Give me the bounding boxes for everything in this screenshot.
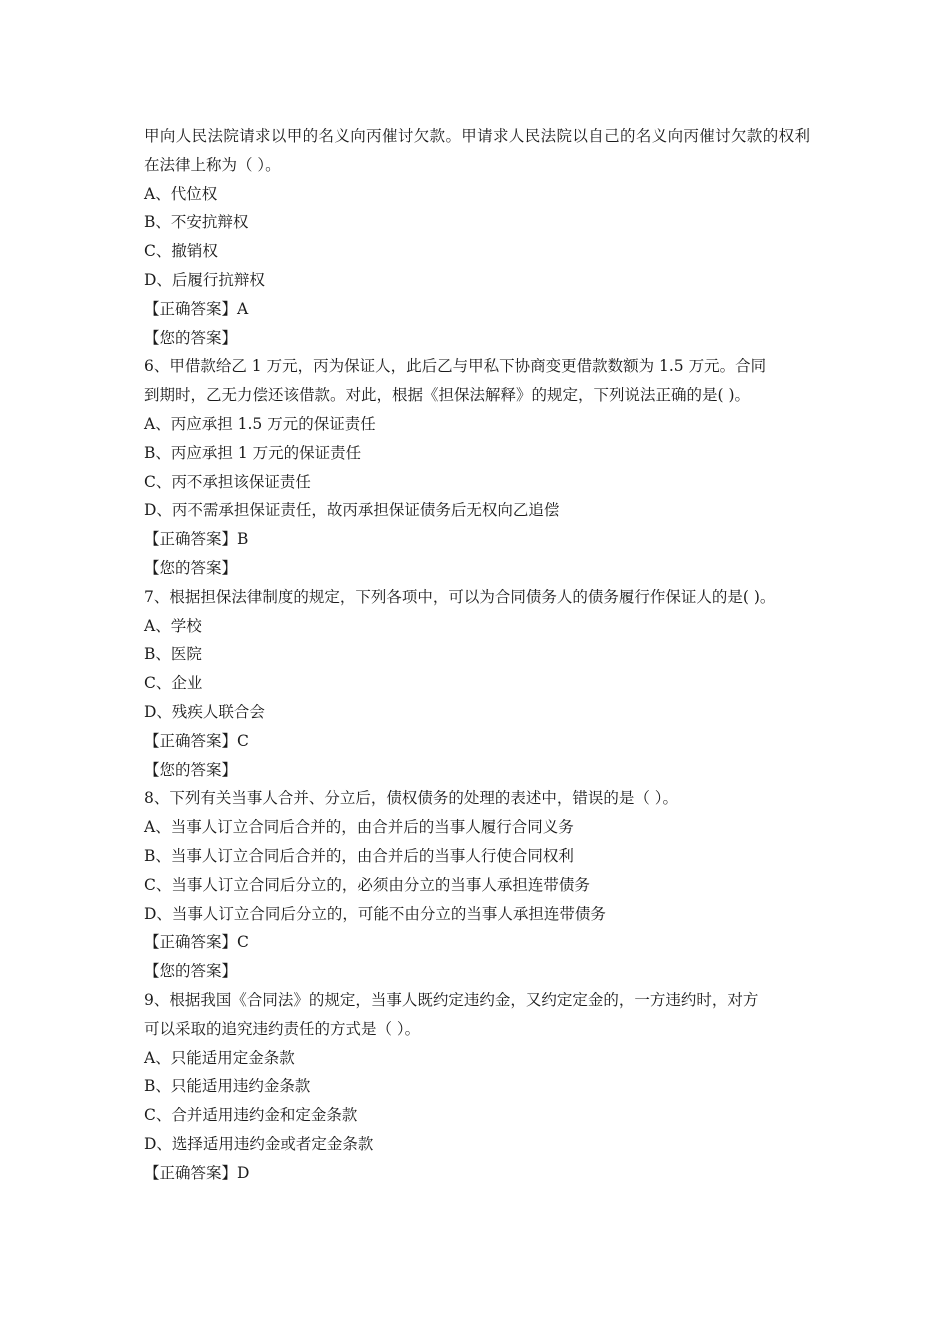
option-d: D、选择适用违约金或者定金条款 bbox=[144, 1134, 374, 1153]
question-stem-line: 到期时，乙无力偿还该借款。对此，根据《担保法解释》的规定，下列说法正确的是( )。 bbox=[144, 386, 751, 405]
option-c: C、撤销权 bbox=[144, 242, 218, 261]
your-answer: 【您的答案】 bbox=[144, 328, 238, 347]
option-b: B、当事人订立合同后合并的，由合并后的当事人行使合同权利 bbox=[144, 846, 574, 865]
document-content bbox=[144, 122, 810, 1187]
option-d: D、丙不需承担保证责任，故丙承担保证债务后无权向乙追偿 bbox=[144, 501, 560, 520]
question-stem-line: 7、根据担保法律制度的规定，下列各项中，可以为合同债务人的债务履行作保证人的是( )。 bbox=[144, 587, 776, 606]
option-d: D、后履行抗辩权 bbox=[144, 270, 265, 289]
question-stem-line: 8、下列有关当事人合并、分立后，债权债务的处理的表述中，错误的是（ ）。 bbox=[144, 789, 679, 808]
question-stem: 甲向人民法院请求以甲的名义向丙催讨欠款。甲请求人民法院以自己的名义向丙催讨欠款的权利在法律上称为（ ）。 bbox=[144, 127, 810, 174]
question-stem-line: 6、甲借款给乙 1 万元，丙为保证人，此后乙与甲私下协商变更借款数额为 1.5 万元。合同 bbox=[144, 357, 767, 376]
option-d: D、当事人订立合同后分立的，可能不由分立的当事人承担连带债务 bbox=[144, 904, 606, 923]
option-c: C、当事人订立合同后分立的，必须由分立的当事人承担连带债务 bbox=[144, 875, 590, 894]
your-answer: 【您的答案】 bbox=[144, 558, 238, 577]
correct-answer: 【正确答案】A bbox=[144, 299, 249, 318]
question-5-continuation bbox=[144, 122, 810, 352]
correct-answer: 【正确答案】D bbox=[144, 1163, 250, 1182]
question-6 bbox=[144, 352, 810, 582]
correct-answer: 【正确答案】C bbox=[144, 933, 249, 952]
option-a: A、学校 bbox=[144, 616, 202, 635]
correct-answer: 【正确答案】C bbox=[144, 731, 249, 750]
question-stem-line: 可以采取的追究违约责任的方式是（ ）。 bbox=[144, 1019, 421, 1038]
option-a: A、当事人订立合同后合并的，由合并后的当事人履行合同义务 bbox=[144, 818, 574, 837]
option-b: B、不安抗辩权 bbox=[144, 213, 249, 232]
option-b: B、只能适用违约金条款 bbox=[144, 1077, 311, 1096]
question-stem-line: 9、根据我国《合同法》的规定，当事人既约定违约金，又约定定金的，一方违约时，对方 bbox=[144, 990, 759, 1009]
option-a: A、丙应承担 1.5 万元的保证责任 bbox=[144, 414, 376, 433]
option-c: C、合并适用违约金和定金条款 bbox=[144, 1106, 358, 1125]
your-answer: 【您的答案】 bbox=[144, 962, 238, 981]
your-answer: 【您的答案】 bbox=[144, 760, 238, 779]
option-b: B、医院 bbox=[144, 645, 202, 664]
option-b: B、丙应承担 1 万元的保证责任 bbox=[144, 443, 362, 462]
question-7 bbox=[144, 583, 810, 785]
question-9 bbox=[144, 986, 810, 1188]
option-c: C、企业 bbox=[144, 674, 203, 693]
correct-answer: 【正确答案】B bbox=[144, 530, 249, 549]
option-a: A、只能适用定金条款 bbox=[144, 1048, 295, 1067]
option-d: D、残疾人联合会 bbox=[144, 702, 265, 721]
option-a: A、代位权 bbox=[144, 184, 218, 203]
option-c: C、丙不承担该保证责任 bbox=[144, 472, 311, 491]
question-8 bbox=[144, 784, 810, 986]
